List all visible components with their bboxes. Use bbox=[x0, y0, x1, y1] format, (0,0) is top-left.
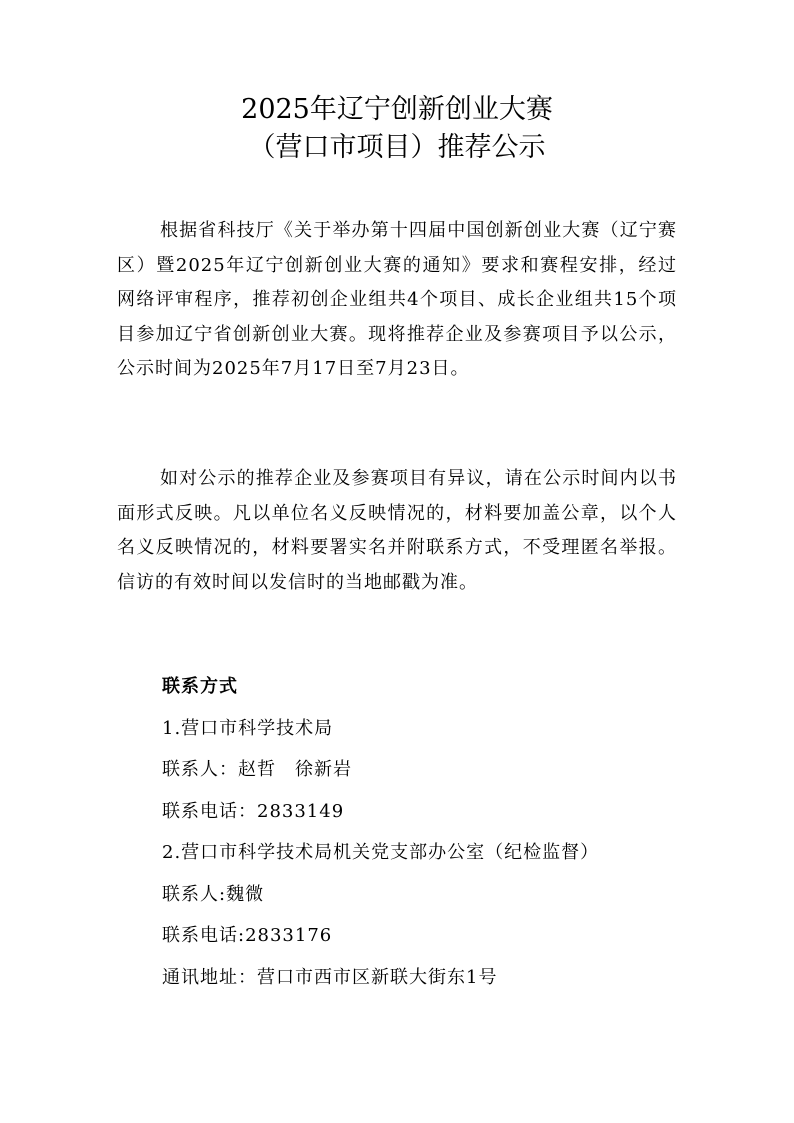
document-title-line2: （营口市项目）推荐公示 bbox=[248, 132, 546, 163]
contact-org1-persons: 联系人：赵哲 徐新岩 bbox=[162, 759, 352, 780]
contact-org2: 2.营口市科学技术局机关党支部办公室（纪检监督） bbox=[162, 842, 600, 863]
paragraph-announcement: 根据省科技厅《关于举办第十四届中国创新创业大赛（辽宁赛区）暨2025年辽宁创新创业大赛的通知》要求和赛程安排，经过网络评审程序，推荐初创企业组共4个项目、成长企业组共15个项目参加辽宁省创新创业大赛。现将推荐企业及参赛项目予以公示，公示时间为2025年7月17日至7月23日。 bbox=[117, 220, 677, 379]
contact-heading: 联系方式 bbox=[162, 676, 238, 697]
contact-org2-person: 联系人:魏微 bbox=[162, 883, 265, 905]
contact-org2-phone: 联系电话:2833176 bbox=[162, 925, 333, 946]
contact-section bbox=[162, 670, 682, 1002]
contact-address: 通讯地址：营口市西市区新联大街东1号 bbox=[162, 966, 498, 988]
contact-org1: 1.营口市科学技术局 bbox=[162, 717, 334, 739]
contact-org1-phone: 联系电话：2833149 bbox=[162, 800, 345, 822]
paragraph-objection: 如对公示的推荐企业及参赛项目有异议，请在公示时间内以书面形式反映。凡以单位名义反映情况的，材料要加盖公章，以个人名义反映情况的，材料要署实名并附联系方式，不受理匿名举报。信访的有效时间以发信时的当地邮戳为准。 bbox=[117, 468, 677, 593]
document-title-line1: 2025年辽宁创新创业大赛 bbox=[241, 94, 553, 125]
